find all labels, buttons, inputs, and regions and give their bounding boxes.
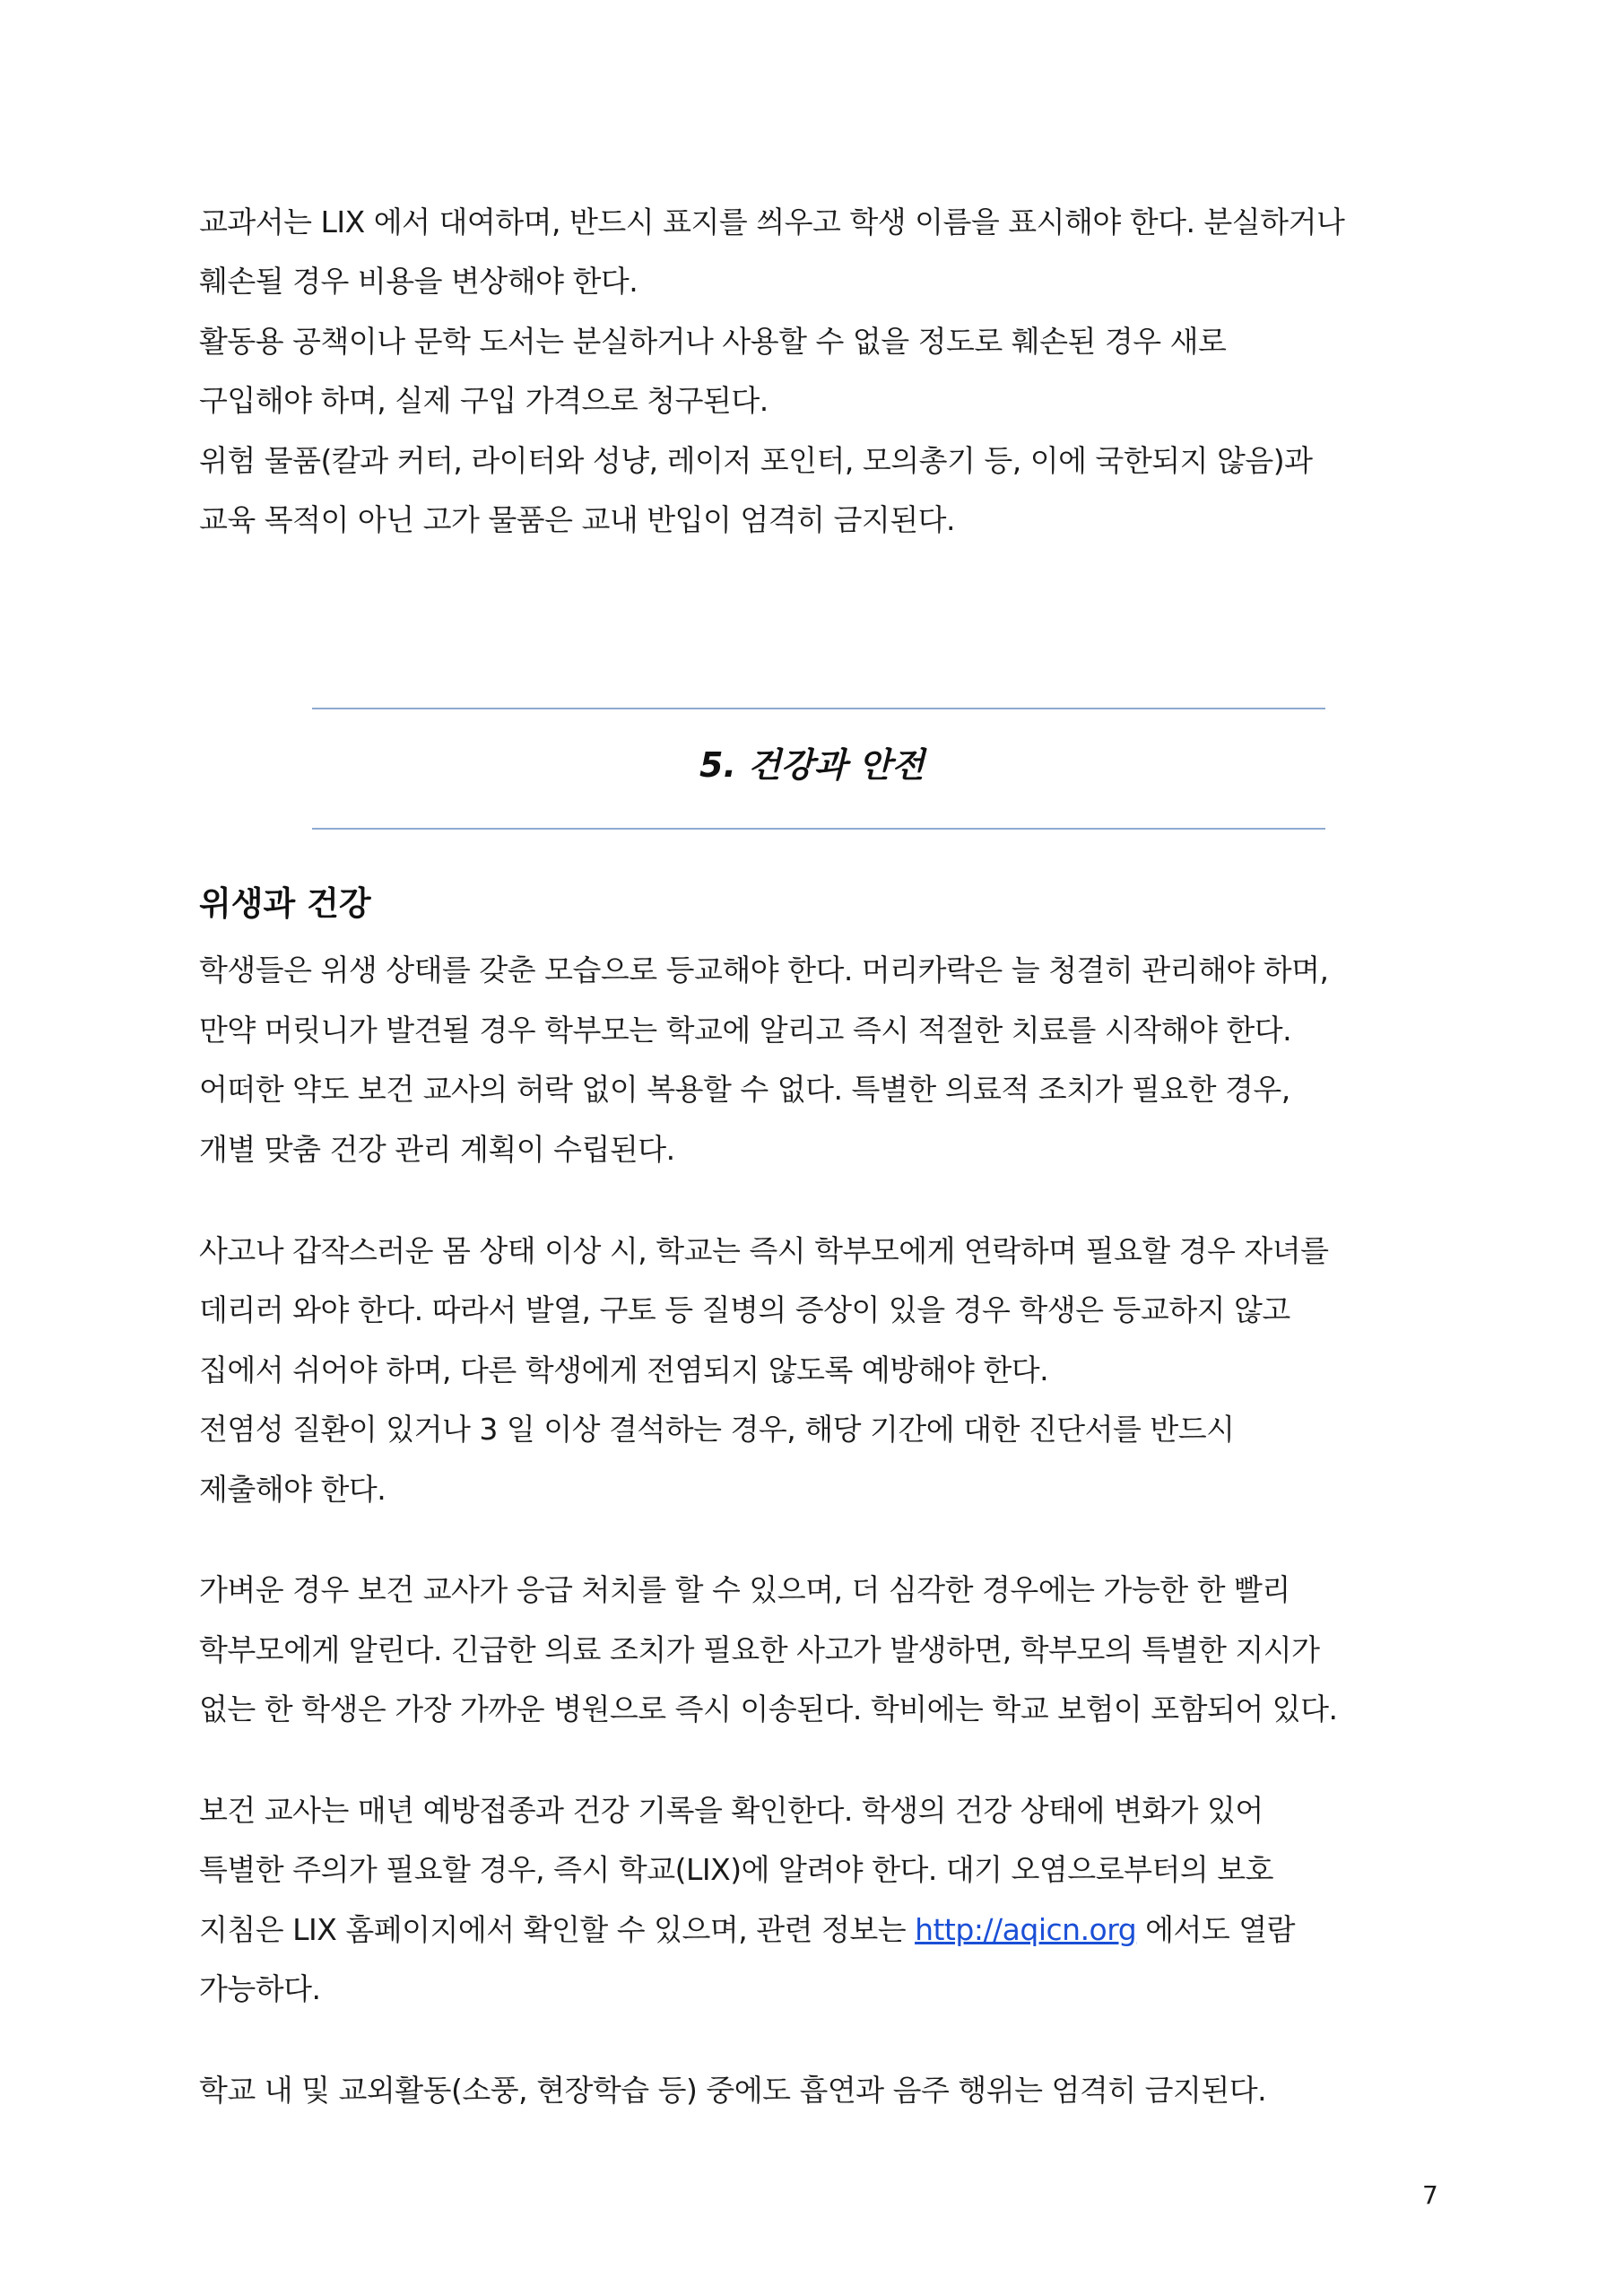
intro-line: 훼손될 경우 비용을 변상해야 한다.: [199, 264, 638, 299]
paragraph-line: 개별 맞춤 건강 관리 계획이 수립된다.: [199, 1132, 675, 1167]
section-rule-bottom: [312, 828, 1325, 830]
paragraph-line: 학생들은 위생 상태를 갖춘 모습으로 등교해야 한다. 머리카락은 늘 청결히 관리해야 하며,: [199, 952, 1329, 987]
paragraph-line: 집에서 쉬어야 하며, 다른 학생에게 전염되지 않도록 예방해야 한다.: [199, 1352, 1049, 1387]
link-suffix-text: 에서도 열람: [1136, 1912, 1296, 1947]
paragraph-line: 어떠한 약도 보건 교사의 허락 없이 복용할 수 없다. 특별한 의료적 조치가 필요한 경우,: [199, 1072, 1290, 1107]
intro-line: 교육 목적이 아닌 고가 물품은 교내 반입이 엄격히 금지된다.: [199, 502, 955, 537]
paragraph-line: 만약 머릿니가 발견될 경우 학부모는 학교에 알리고 즉시 적절한 치료를 시작해야 한다.: [199, 1013, 1292, 1048]
paragraph-line: 학교 내 및 교외활동(소풍, 현장학습 등) 중에도 흡연과 음주 행위는 엄격히 금지된다.: [199, 2073, 1267, 2108]
paragraph-line: 제출해야 한다.: [199, 1472, 386, 1507]
subheading-hygiene: 위생과 건강: [199, 884, 371, 923]
paragraph-line: 없는 한 학생은 가장 가까운 병원으로 즉시 이송된다. 학비에는 학교 보험이 포함되어 있다.: [199, 1692, 1338, 1726]
paragraph-line: 전염성 질환이 있거나 3 일 이상 결석하는 경우, 해당 기간에 대한 진단서를 반드시: [199, 1412, 1235, 1447]
paragraph-line: 가벼운 경우 보건 교사가 응급 처치를 할 수 있으며, 더 심각한 경우에는 가능한 한 빨리: [199, 1572, 1290, 1607]
paragraph-line: 가능하다.: [199, 1971, 321, 2006]
intro-line: 활동용 공책이나 문학 도서는 분실하거나 사용할 수 없을 정도로 훼손된 경우 새로: [199, 324, 1227, 359]
intro-line: 위험 물품(칼과 커터, 라이터와 성냥, 레이저 포인터, 모의총기 등, 이에 국한되지 않음)과: [199, 443, 1313, 478]
paragraph-line: 보건 교사는 매년 예방접종과 건강 기록을 확인한다. 학생의 건강 상태에 변화가 있어: [199, 1793, 1264, 1828]
intro-line: 구입해야 하며, 실제 구입 가격으로 청구된다.: [199, 383, 769, 418]
intro-line: 교과서는 LIX 에서 대여하며, 반드시 표지를 씌우고 학생 이름을 표시해야 한다. 분실하거나: [199, 204, 1345, 239]
paragraph-line-with-link: [199, 1910, 1295, 1950]
section-rule-top: [312, 708, 1325, 709]
link-prefix-text: 지침은 LIX 홈페이지에서 확인할 수 있으며, 관련 정보는: [199, 1912, 916, 1947]
page-number: 7: [1422, 2180, 1438, 2210]
paragraph-line: 학부모에게 알린다. 긴급한 의료 조치가 필요한 사고가 발생하면, 학부모의 특별한 지시가: [199, 1632, 1320, 1667]
paragraph-line: 특별한 주의가 필요할 경우, 즉시 학교(LIX)에 알려야 한다. 대기 오염으로부터의 보호: [199, 1852, 1273, 1887]
aqicn-link[interactable]: http://aqicn.org: [915, 1912, 1137, 1947]
paragraph-line: 데리러 와야 한다. 따라서 발열, 구토 등 질병의 증상이 있을 경우 학생은 등교하지 않고: [199, 1292, 1290, 1327]
paragraph-line: 사고나 갑작스러운 몸 상태 이상 시, 학교는 즉시 학부모에게 연락하며 필요할 경우 자녀를: [199, 1233, 1329, 1268]
section-title: 5. 건강과 안전: [699, 745, 925, 785]
